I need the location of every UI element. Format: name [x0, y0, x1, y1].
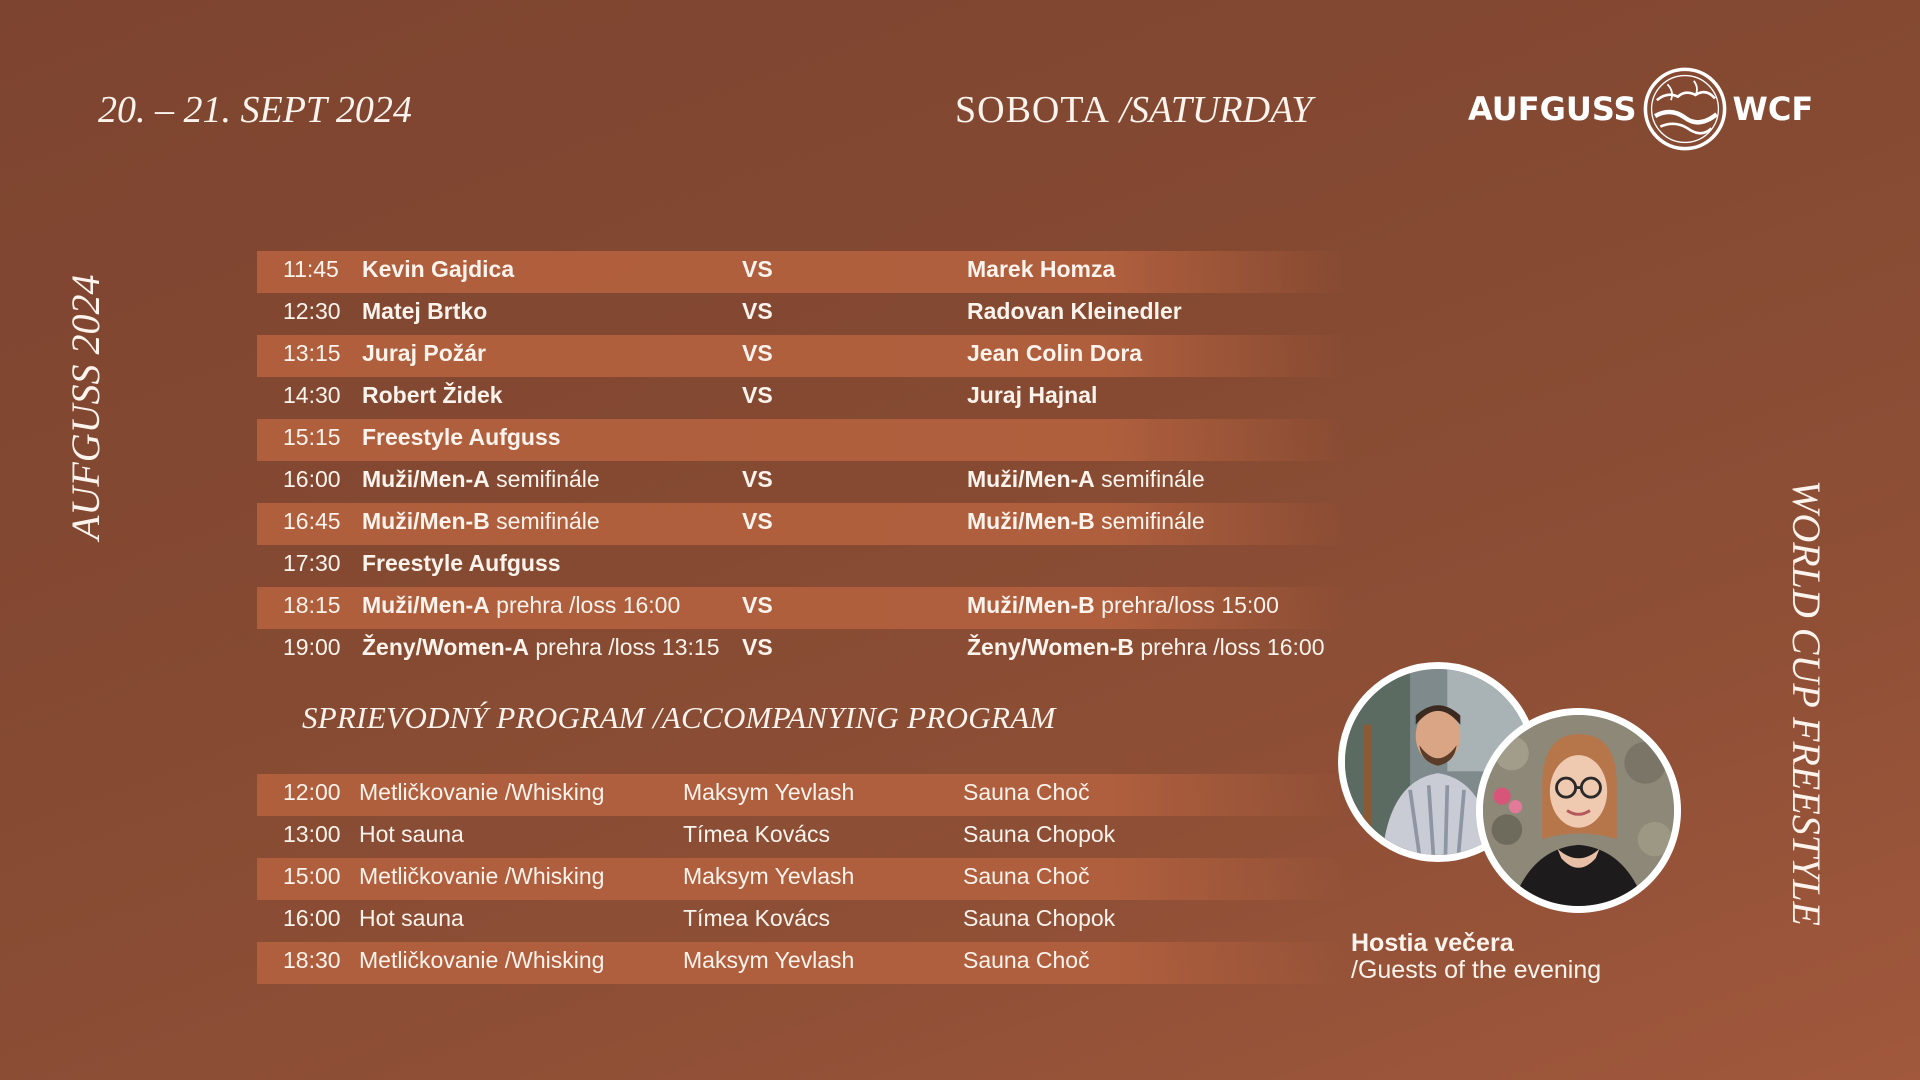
- accompanying-program-title: SPRIEVODNÝ PROGRAM /ACCOMPANYING PROGRAM: [302, 700, 1056, 735]
- competitor-a: Juraj Požár: [362, 340, 486, 366]
- side-title-left: AUFGUSS 2024: [63, 274, 108, 540]
- competitor-b: Muži/Men-B prehra/loss 15:00: [967, 592, 1279, 618]
- schedule-time: 12:30: [283, 298, 341, 324]
- day-title-en: /SATURDAY: [1109, 89, 1313, 131]
- competitor-a: Matej Brtko: [362, 298, 488, 324]
- versus-label: VS: [742, 466, 773, 492]
- versus-label: VS: [742, 592, 773, 618]
- program-host: Maksym Yevlash: [683, 947, 855, 973]
- aufguss-wcf-logo: [1468, 64, 1813, 154]
- competitor-a: Muži/Men-A semifinále: [362, 466, 600, 492]
- versus-label: VS: [742, 382, 773, 408]
- competitor-a: Muži/Men-B semifinále: [362, 508, 600, 534]
- schedule-time: 14:30: [283, 382, 341, 408]
- competitor-b: Ženy/Women-B prehra /loss 16:00: [967, 634, 1325, 660]
- accompanying-row: [257, 900, 1347, 942]
- program-place: Sauna Chopok: [963, 905, 1116, 931]
- program-host: Tímea Kovács: [683, 905, 830, 931]
- competitor-a: Freestyle Aufguss: [362, 550, 561, 576]
- competitor-a: Ženy/Women-A prehra /loss 13:15: [362, 634, 720, 660]
- schedule-row: [257, 629, 1347, 671]
- competitor-a: Muži/Men-A prehra /loss 16:00: [362, 592, 681, 618]
- program-host: Tímea Kovács: [683, 821, 830, 847]
- program-name: Metličkovanie /Whisking: [359, 863, 605, 889]
- accompanying-row: [257, 858, 1347, 900]
- competitor-b: Jean Colin Dora: [967, 340, 1143, 366]
- schedule-row: [257, 251, 1347, 293]
- program-name: Metličkovanie /Whisking: [359, 947, 605, 973]
- program-place: Sauna Choč: [963, 863, 1090, 889]
- schedule-time: 16:45: [283, 508, 341, 534]
- schedule-time: 18:15: [283, 592, 341, 618]
- program-host: Maksym Yevlash: [683, 863, 855, 889]
- competitor-b: Muži/Men-A semifinále: [967, 466, 1205, 492]
- program-name: Hot sauna: [359, 821, 464, 847]
- schedule-time: 13:15: [283, 340, 341, 366]
- schedule-time: 17:30: [283, 550, 341, 576]
- accompanying-row: [257, 774, 1347, 816]
- versus-label: VS: [742, 256, 773, 282]
- program-time: 13:00: [283, 821, 341, 847]
- program-time: 18:30: [283, 947, 341, 973]
- competitor-b: Muži/Men-B semifinále: [967, 508, 1205, 534]
- guests-label-sk: Hostia večera: [1351, 929, 1514, 957]
- program-time: 12:00: [283, 779, 341, 805]
- program-host: Maksym Yevlash: [683, 779, 855, 805]
- program-name: Metličkovanie /Whisking: [359, 779, 605, 805]
- schedule-row: [257, 335, 1347, 377]
- event-date: 20. – 21. SEPT 2024: [98, 89, 412, 131]
- versus-label: VS: [742, 340, 773, 366]
- competitor-b: Juraj Hajnal: [967, 382, 1098, 408]
- competitor-a: Robert Židek: [362, 382, 503, 408]
- competitor-b: Marek Homza: [967, 256, 1116, 282]
- competitor-b: Radovan Kleinedler: [967, 298, 1182, 324]
- side-title-right: WORLD CUP FREESTYLE: [1784, 480, 1829, 926]
- accompanying-schedule: [257, 774, 1347, 984]
- guests-label-en: /Guests of the evening: [1351, 956, 1602, 984]
- versus-label: VS: [742, 508, 773, 534]
- guest-photo-woman: [1476, 708, 1681, 913]
- guests-caption: [1351, 930, 1601, 984]
- globe-icon: [1641, 65, 1729, 153]
- competitor-a: Freestyle Aufguss: [362, 424, 561, 450]
- logo-word-left: AUFGUSS: [1468, 90, 1637, 128]
- versus-label: VS: [742, 298, 773, 324]
- program-name: Hot sauna: [359, 905, 464, 931]
- schedule-row: [257, 587, 1347, 629]
- schedule-time: 11:45: [283, 256, 339, 282]
- logo-word-right: WCF: [1732, 90, 1814, 128]
- competitor-a: Kevin Gajdica: [362, 256, 515, 282]
- day-title: [955, 88, 1312, 132]
- schedule-row: [257, 377, 1347, 419]
- program-time: 15:00: [283, 863, 341, 889]
- schedule-row: [257, 545, 1347, 587]
- accompanying-row: [257, 816, 1347, 858]
- program-place: Sauna Chopok: [963, 821, 1116, 847]
- schedule-row: [257, 293, 1347, 335]
- schedule-time: 19:00: [283, 634, 341, 660]
- schedule-row: [257, 503, 1347, 545]
- program-place: Sauna Choč: [963, 779, 1090, 805]
- day-title-sk: SOBOTA: [955, 89, 1110, 131]
- accompanying-row: [257, 942, 1347, 984]
- schedule-time: 15:15: [283, 424, 341, 450]
- program-time: 16:00: [283, 905, 341, 931]
- schedule-row: [257, 461, 1347, 503]
- program-place: Sauna Choč: [963, 947, 1090, 973]
- schedule-row: [257, 419, 1347, 461]
- competition-schedule: [257, 251, 1347, 671]
- schedule-time: 16:00: [283, 466, 341, 492]
- versus-label: VS: [742, 634, 773, 660]
